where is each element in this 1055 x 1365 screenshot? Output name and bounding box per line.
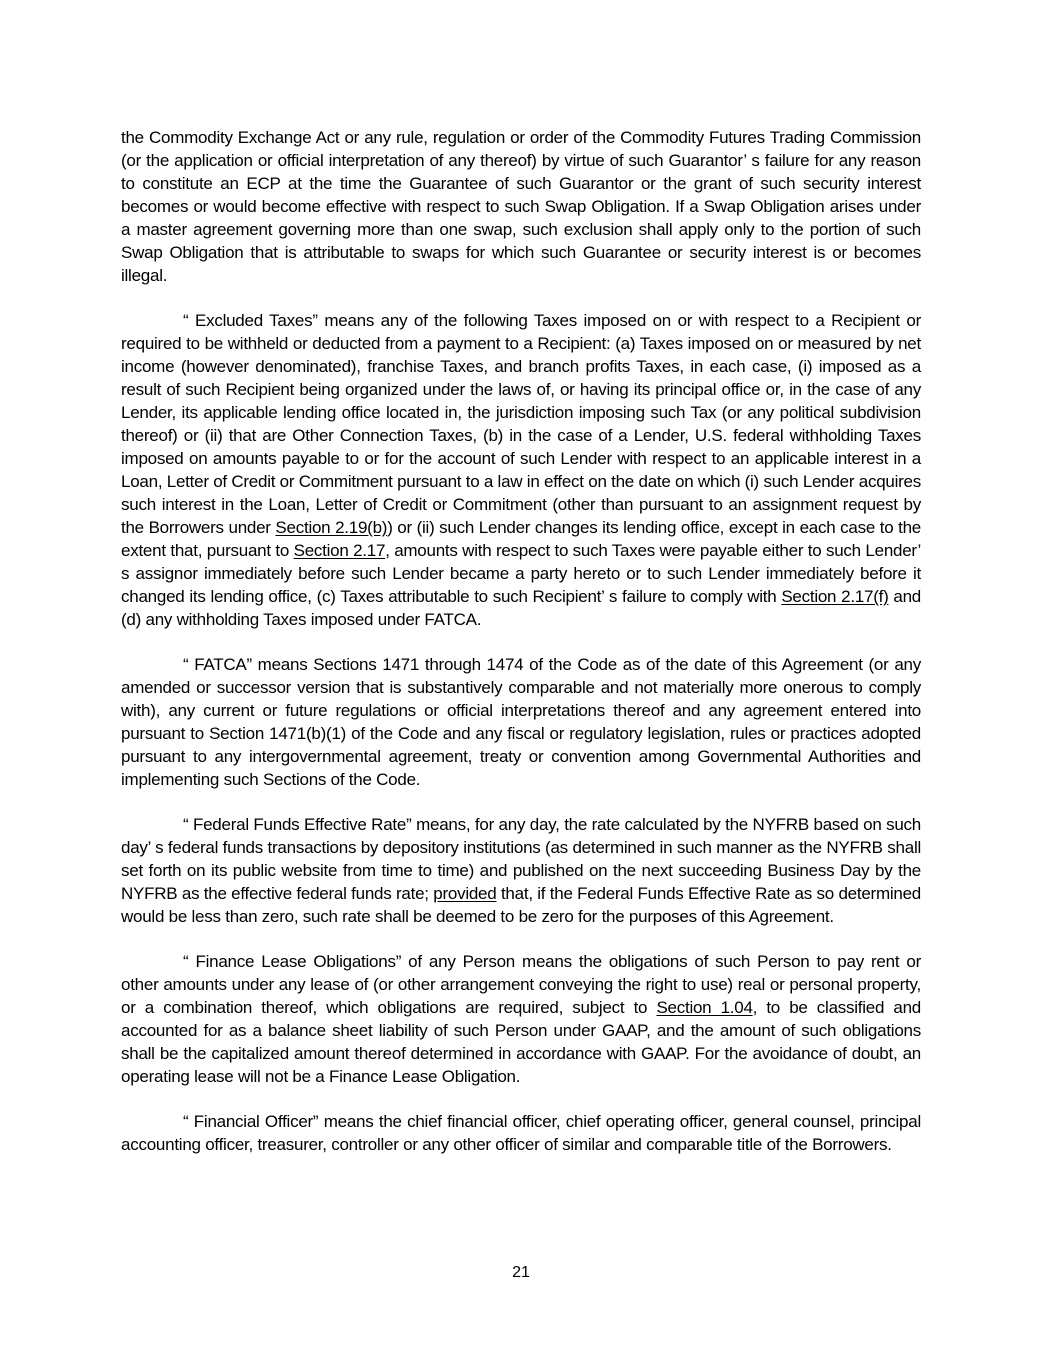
body-text: of any Person means the obligations of such Person to pay rent or other amounts under any lease of (or other arrangement conveying the right to use) real or personal property, or a combination thereof, which obligations are required, subject to xyxy=(121,952,921,1017)
section-reference: Section 2.19(b) xyxy=(275,518,388,537)
body-text: that, if the Federal Funds Effective Rate as so determined would be less than zero, such rate shall be deemed to be zero for the purposes of this Agreement. xyxy=(121,884,921,926)
paragraph xyxy=(121,950,921,1088)
paragraph xyxy=(121,653,921,791)
body-text: , amounts with respect to such Taxes were payable either to such Lender’ s assignor immediately before such Lender became a party hereto or to such Lender immediately before it changed its lending office, (c) Taxes attributable to such Recipient’ s failure to comply with xyxy=(121,541,922,606)
section-reference: Section 2.17 xyxy=(293,541,386,560)
document-body xyxy=(121,126,921,1178)
defined-term: “ Financial Officer” xyxy=(183,1112,319,1131)
body-text: ) or (ii) such Lender changes its lending office, except in each case to the extent that, pursuant to xyxy=(121,518,921,560)
paragraph xyxy=(121,813,921,928)
defined-term: “ Finance Lease Obligations” xyxy=(183,952,402,971)
body-text: , to be classified and accounted for as a balance sheet liability of such Person under GAAP, and the amount of such obligations shall be the capitalized amount thereof determined in accordance with GAAP. For the avoidance of doubt, an operating lease will not be a Finance Lease Obligation. xyxy=(121,998,922,1086)
body-text: means any of the following Taxes imposed on or with respect to a Recipient or required to be withheld or deducted from a payment to a Recipient: (a) Taxes imposed on or measured by net income (however denominated), franchise Taxes, and branch profits Taxes, in each case, (i) imposed as a result of such Recipient being organized under the laws of, or having its principal office or, in the case of any Lender, its applicable lending office located in, the jurisdiction imposing such Tax (or any political subdivision thereof) or (ii) that are Other Connection Taxes, (b) in the case of a Lender, U.S. federal withholding Taxes imposed on amounts payable to or for the account of such Lender with respect to an applicable interest in a Loan, Letter of Credit or Commitment pursuant to a law in effect on the date on which (i) such Lender acquires such interest in the Loan, Letter of Credit or Commitment (other than pursuant to an assignment request by the Borrowers under xyxy=(121,311,921,537)
body-text: means the chief financial officer, chief operating officer, general counsel, principal accounting officer, treasurer, controller or any other officer of similar and comparable title of the Borrowers. xyxy=(121,1112,921,1154)
paragraph xyxy=(121,1110,921,1156)
section-reference: Section 2.17(f) xyxy=(781,587,889,606)
section-reference: Section 1.04 xyxy=(656,998,753,1017)
body-text: and (d) any withholding Taxes imposed under FATCA. xyxy=(121,587,921,629)
body-text: the Commodity Exchange Act or any rule, regulation or order of the Commodity Futures Trading Commission (or the application or official interpretation of any thereof) by virtue of such Guarantor’ s failure for any reason to constitute an ECP at the time the Guarantee of such Guarantor or the grant of such security interest becomes or would become effective with respect to such Swap Obligation. If a Swap Obligation arises under a master agreement governing more than one swap, such exclusion shall apply only to the portion of such Swap Obligation that is attributable to swaps for which such Guarantee or security interest is or becomes illegal. xyxy=(121,128,921,285)
paragraph xyxy=(121,126,921,287)
defined-term: “ Excluded Taxes” xyxy=(183,311,318,330)
defined-term: “ FATCA” xyxy=(183,655,252,674)
paragraph xyxy=(121,309,921,631)
emphasized-word: provided xyxy=(433,884,497,903)
body-text: means, for any day, the rate calculated by the NYFRB based on such day’ s federal funds transactions by depository institutions (as determined in such manner as the NYFRB shall set forth on its public website from time to time) and published on the next succeeding Business Day by the NYFRB as the effective federal funds rate; xyxy=(121,815,921,903)
page-number: 21 xyxy=(512,1264,530,1281)
body-text: means Sections 1471 through 1474 of the Code as of the date of this Agreement (or any amended or successor version that is substantively comparable and not materially more onerous to comply with), any current or future regulations or official interpretations thereof and any agreement entered into pursuant to Section 1471(b)(1) of the Code and any fiscal or regulatory legislation, rules or practices adopted pursuant to any intergovernmental agreement, treaty or convention among Governmental Authorities and implementing such Sections of the Code. xyxy=(121,655,921,789)
defined-term: “ Federal Funds Effective Rate” xyxy=(183,815,412,834)
